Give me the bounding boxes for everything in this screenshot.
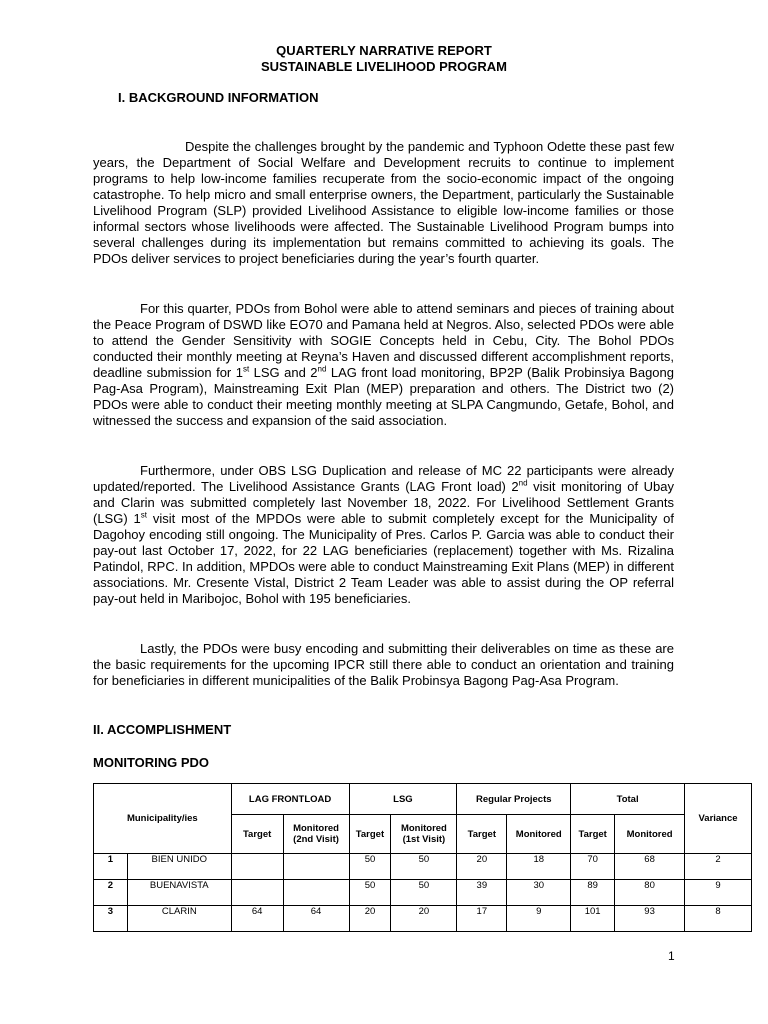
header-lsg: LSG — [349, 784, 457, 815]
header-lag-frontload: LAG FRONTLOAD — [231, 784, 349, 815]
report-title: QUARTERLY NARRATIVE REPORT — [276, 43, 492, 58]
lsg-target: 20 — [349, 906, 391, 932]
lag-target: 64 — [231, 906, 283, 932]
regular-monitored: 30 — [507, 880, 571, 906]
header-variance: Variance — [685, 784, 752, 854]
subheader-lsg-target: Target — [349, 815, 391, 854]
subheader-lag-monitored: Monitored (2nd Visit) — [283, 815, 349, 854]
subheader-lsg-monitored: Monitored (1st Visit) — [391, 815, 457, 854]
row-number: 3 — [94, 906, 128, 932]
subheader-total-target: Target — [571, 815, 615, 854]
total-target: 70 — [571, 854, 615, 880]
section-heading-accomplishment: II. ACCOMPLISHMENT — [93, 722, 232, 737]
total-monitored: 80 — [615, 880, 685, 906]
program-title: SUSTAINABLE LIVELIHOOD PROGRAM — [260, 59, 508, 74]
subheader-regular-target: Target — [457, 815, 507, 854]
paragraph-1: Despite the challenges brought by the pandemic and Typhoon Odette these past few years, the Department of Social Welfare and Development recruits to continue to implement programs to help low-income families recuperate from the socio-economic impact of the ongoing catastrophe. To help micro and small enterprise owners, the Department, particularly the Sustainable Livelihood Program (SLP) provided Livelihood Assistance to eligible low-income families or those informal sectors whose livelihoods were affected. The Sustainable Livelihood Program bumps into several challenges during its implementation but remains committed to achieving its goals. The PDOs deliver services to project beneficiaries during the year’s fourth quarter. — [93, 139, 674, 266]
lsg-target: 50 — [349, 854, 391, 880]
regular-target: 39 — [457, 880, 507, 906]
paragraph-4: Lastly, the PDOs were busy encoding and submitting their deliverables on time as these are the basic requirements for the upcoming IPCR still there able to conduct an orientation and training for beneficiaries in different municipalities of the Balik Probinsya Bagong Pag-Asa Program. — [93, 641, 674, 688]
table-row — [94, 906, 752, 932]
variance: 8 — [685, 906, 752, 932]
lag-monitored — [283, 880, 349, 906]
lsg-monitored: 20 — [391, 906, 457, 932]
municipality-name: BIEN UNIDO — [127, 854, 231, 880]
header-municipality: Municipality/ies — [94, 784, 232, 854]
table-row — [94, 880, 752, 906]
lag-monitored — [283, 854, 349, 880]
lsg-target: 50 — [349, 880, 391, 906]
row-number: 1 — [94, 854, 128, 880]
subheader-regular-monitored: Monitored — [507, 815, 571, 854]
municipality-name: CLARIN — [127, 906, 231, 932]
section-heading-background: I. BACKGROUND INFORMATION — [118, 90, 319, 105]
total-target: 101 — [571, 906, 615, 932]
lag-target — [231, 854, 283, 880]
page-number: 1 — [668, 949, 675, 963]
total-monitored: 68 — [615, 854, 685, 880]
lag-monitored: 64 — [283, 906, 349, 932]
municipality-name: BUENAVISTA — [127, 880, 231, 906]
subheading-monitoring-pdo: MONITORING PDO — [93, 755, 210, 770]
regular-target: 17 — [457, 906, 507, 932]
row-number: 2 — [94, 880, 128, 906]
variance: 2 — [685, 854, 752, 880]
total-monitored: 93 — [615, 906, 685, 932]
subheader-lag-target: Target — [231, 815, 283, 854]
regular-target: 20 — [457, 854, 507, 880]
paragraph-2: For this quarter, PDOs from Bohol were able to attend seminars and pieces of training about the Peace Program of DSWD like EO70 and Pamana held at Negros. Also, selected PDOs were able to attend the Gender Sensitivity with SOGIE Concepts held in Cebu, City. The Bohol PDOs conducted their monthly meeting at Reyna’s Haven and discussed different accomplishment reports, deadline submission for 1st LSG and 2nd LAG front load monitoring, BP2P (Balik Probinsiya Bagong Pag-Asa Program), Mainstreaming Exit Plan (MEP) preparation and others. The District two (2) PDOs were able to conduct their meeting monthly meeting at SLPA Cangmundo, Getafe, Bohol, and witnessed the success and expansion of the said association. — [93, 301, 674, 428]
regular-monitored: 9 — [507, 906, 571, 932]
paragraph-3: Furthermore, under OBS LSG Duplication and release of MC 22 participants were already updated/reported. The Livelihood Assistance Grants (LAG Front load) 2nd visit monitoring of Ubay and Clarin was submitted completely last November 18, 2022. For Livelihood Settlement Grants (LSG) 1st visit most of the MPDOs were able to submit completely except for the Municipality of Dagohoy encoding still ongoing. The Municipality of Pres. Carlos P. Garcia was able to conduct their pay-out last October 17, 2022, for 22 LAG beneficiaries (replacement) together with Ms. Rizalina Patindol, RPC. In addition, MPDOs were able to conduct Mainstreaming Exit Plans (MEP) in different associations. Mr. Cresente Vistal, District 2 Team Leader was able to assist during the OP referral pay-out held in Maribojoc, Bohol with 195 beneficiaries. — [93, 463, 674, 606]
regular-monitored: 18 — [507, 854, 571, 880]
header-total: Total — [571, 784, 685, 815]
lsg-monitored: 50 — [391, 854, 457, 880]
subheader-total-monitored: Monitored — [615, 815, 685, 854]
header-regular-projects: Regular Projects — [457, 784, 571, 815]
monitoring-table — [93, 783, 752, 932]
lag-target — [231, 880, 283, 906]
lsg-monitored: 50 — [391, 880, 457, 906]
variance: 9 — [685, 880, 752, 906]
total-target: 89 — [571, 880, 615, 906]
table-row — [94, 854, 752, 880]
